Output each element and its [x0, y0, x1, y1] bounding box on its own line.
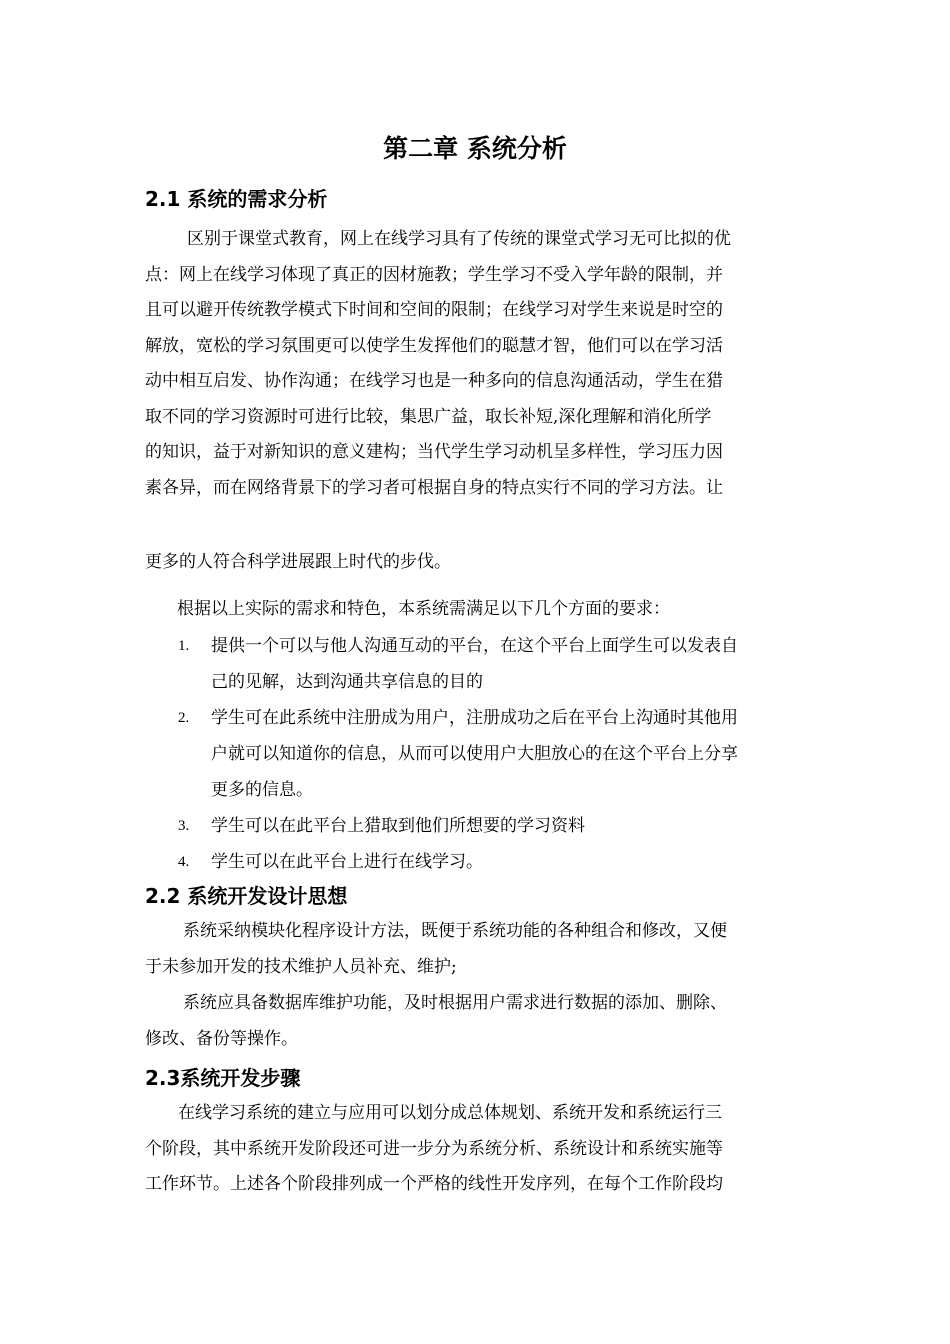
- text-line: 系统应具备数据库维护功能，及时根据用户需求进行数据的添加、删除、: [183, 993, 727, 1013]
- text-line: 根据以上实际的需求和特色，本系统需满足以下几个方面的要求：: [177, 599, 670, 619]
- text-line: 动中相互启发、协作沟通；在线学习也是一种多向的信息沟通活动，学生在猎: [145, 371, 723, 391]
- section-2-3-paragraph: [145, 1096, 807, 1203]
- list-item: [178, 844, 808, 880]
- text-line: 素各异，而在网络背景下的学习者可根据自身的特点实行不同的学习方法。让: [145, 477, 723, 498]
- text-line: 区别于课堂式教育，网上在线学习具有了传统的课堂式学习无可比拟的优: [187, 229, 731, 249]
- section-2-2-paragraph-1: [145, 914, 807, 985]
- text-line: 更多的信息。: [211, 780, 313, 800]
- text-line: 修改、备份等操作。: [145, 1028, 298, 1049]
- text-line: 解放，宽松的学习氛围更可以使学生发挥他们的聪慧才智，他们可以在学习活: [145, 335, 723, 356]
- text-line: 工作环节。上述各个阶段排列成一个严格的线性开发序列，在每个工作阶段均: [145, 1174, 723, 1194]
- section-heading-2-1: 2.1 系统的需求分析: [145, 187, 328, 211]
- list-number: 1.: [178, 638, 190, 654]
- text-line: 系统采纳模块化程序设计方法，既便于系统功能的各种组合和修改，又便: [183, 921, 727, 941]
- text-line: 更多的人符合科学进展跟上时代的步伐。: [145, 552, 451, 572]
- text-line: 学生可在此系统中注册成为用户，注册成功之后在平台上沟通时其他用: [211, 708, 738, 728]
- list-item: [178, 628, 808, 700]
- text-line: 个阶段，其中系统开发阶段还可进一步分为系统分析、系统设计和系统实施等: [145, 1138, 723, 1159]
- requirements-intro: [145, 592, 807, 628]
- section-2-1-paragraph-tail: [145, 545, 807, 581]
- text-line: 于未参加开发的技术维护人员补充、维护;: [145, 956, 457, 977]
- text-line: 学生可以在此平台上猎取到他们所想要的学习资料: [211, 816, 585, 836]
- list-item: [178, 808, 808, 844]
- section-heading-2-2: 2.2 系统开发设计思想: [145, 884, 348, 908]
- list-item: [178, 700, 808, 808]
- list-number: 2.: [178, 710, 190, 726]
- section-heading-2-3: 2.3系统开发步骤: [145, 1066, 301, 1090]
- text-line: 己的见解，达到沟通共享信息的目的: [211, 672, 483, 692]
- requirements-list: [178, 628, 808, 880]
- text-line: 的知识，益于对新知识的意义建构；当代学生学习动机呈多样性，学习压力因: [145, 442, 723, 462]
- text-line: 在线学习系统的建立与应用可以划分成总体规划、系统开发和系统运行三: [178, 1103, 722, 1123]
- text-line: 取不同的学习资源时可进行比较，集思广益，取长补短,深化理解和消化所学: [145, 406, 712, 427]
- text-line: 户就可以知道你的信息，从而可以使用户大胆放心的在这个平台上分享: [211, 744, 738, 764]
- list-number: 3.: [178, 818, 190, 834]
- section-2-2-paragraph-2: [145, 986, 807, 1057]
- text-line: 点：网上在线学习体现了真正的因材施教；学生学习不受入学年龄的限制，并: [145, 264, 723, 285]
- section-2-1-paragraph: [145, 222, 807, 506]
- list-number: 4.: [178, 854, 190, 870]
- chapter-title: 第二章 系统分析: [383, 134, 567, 163]
- text-line: 且可以避开传统教学模式下时间和空间的限制；在线学习对学生来说是时空的: [145, 300, 723, 320]
- text-line: 学生可以在此平台上进行在线学习。: [211, 852, 483, 872]
- text-line: 提供一个可以与他人沟通互动的平台，在这个平台上面学生可以发表自: [211, 636, 738, 656]
